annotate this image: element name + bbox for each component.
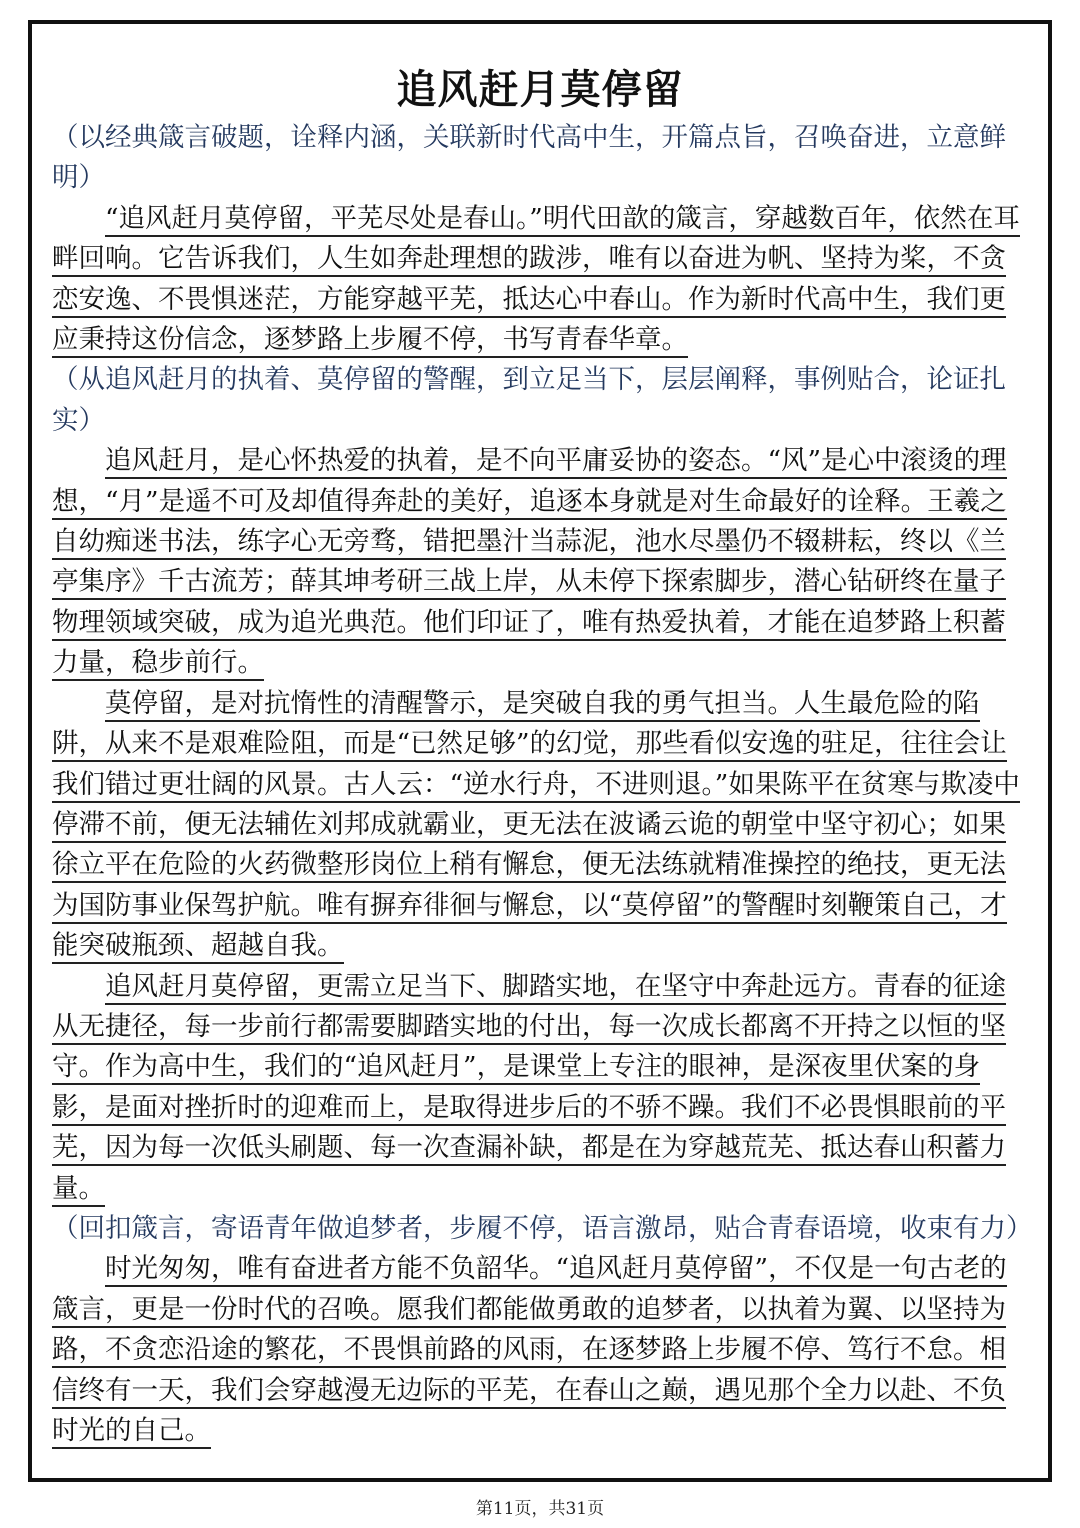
paragraph-3-text: 莫停留，是对抗惰性的清醒警示，是突破自我的勇气担当。人生最危险的陷阱，从来不是艰难险阻，而是“已然足够”的幻觉，那些看似安逸的驻足，往往会让我们错过更壮阔的风景。古人云：“逆水行舟，不进则退。”如果陈平在贫寒与欺凌中停滞不前，便无法辅佐刘邦成就霸业，更无法在波谲云诡的朝堂中坚守初心；如果徐立平在危险的火药微整形岗位上稍有懈怠，便无法练就精准操控的绝技，更无法为国防事业保驾护航。唯有摒弃徘徊与懈怠，以“莫停留”的警醒时刻鞭策自己，才能突破瓶颈、超越自我。	[52, 688, 1020, 964]
paragraph-5-text: 时光匆匆，唯有奋进者方能不负韶华。“追风赶月莫停留”，不仅是一句古老的箴言，更是一份时代的召唤。愿我们都能做勇敢的追梦者，以执着为翼、以坚持为路，不贪恋沿途的繁花，不畏惧前路的风雨，在逐梦路上步履不停、笃行不怠。相信终有一天，我们会穿越漫无边际的平芜，在春山之巅，遇见那个全力以赴、不负时光的自己。	[52, 1253, 1007, 1449]
page-number: 第11页，共31页	[475, 1499, 605, 1519]
paragraph-2-text: 追风赶月，是心怀热爱的执着，是不向平庸妥协的姿态。“风”是心中滚烫的理想，“月”是遥不可及却值得奔赴的美好，追逐本身就是对生命最好的诠释。王羲之自幼痴迷书法，练字心无旁骛，错把墨汁当蒜泥，池水尽墨仍不辍耕耘，终以《兰亭集序》千古流芳；薛其坤考研三战上岸，从未停下探索脚步，潜心钻研终在量子物理领域突破，成为追光典范。他们印证了，唯有热爱执着，才能在追梦路上积蓄力量，稳步前行。	[52, 445, 1007, 681]
essay-title: 追风赶月莫停留	[396, 67, 684, 113]
essay-body	[52, 118, 1032, 1451]
paragraph-4	[52, 967, 1032, 1209]
page-frame	[28, 20, 1052, 1482]
paragraph-5	[52, 1249, 1032, 1451]
annotation-conclusion: （回扣箴言，寄语青年做追梦者，步履不停，语言激昂，贴合青春语境，收束有力）	[52, 1212, 1033, 1244]
paragraph-1-text: “追风赶月莫停留，平芜尽处是春山。”明代田歆的箴言，穿越数百年，依然在耳畔回响。它告诉我们，人生如奔赴理想的跋涉，唯有以奋进为帆、坚持为桨，不贪恋安逸、不畏惧迷茫，方能穿越平芜，抵达心中春山。作为新时代高中生，我们更应秉持这份信念，逐梦路上步履不停，书写青春华章。	[52, 203, 1020, 358]
annotation-body: （从追风赶月的执着、莫停留的警醒，到立足当下，层层阐释，事例贴合，论证扎实）	[52, 364, 1006, 436]
paragraph-1	[52, 199, 1032, 361]
paragraph-4-text: 追风赶月莫停留，更需立足当下、脚踏实地，在坚守中奔赴远方。青春的征途从无捷径，每一步前行都需要脚踏实地的付出，每一次成长都离不开持之以恒的坚守。作为高中生，我们的“追风赶月”，是课堂上专注的眼神，是深夜里伏案的身影，是面对挫折时的迎难而上，是取得进步后的不骄不躁。我们不必畏惧眼前的平芜，因为每一次低头刷题、每一次查漏补缺，都是在为穿越荒芜、抵达春山积蓄力量。	[52, 971, 1006, 1207]
paragraph-3	[52, 684, 1032, 967]
annotation-intro: （以经典箴言破题，诠释内涵，关联新时代高中生，开篇点旨，召唤奋进，立意鲜明）	[52, 122, 1006, 194]
paragraph-2	[52, 441, 1032, 683]
